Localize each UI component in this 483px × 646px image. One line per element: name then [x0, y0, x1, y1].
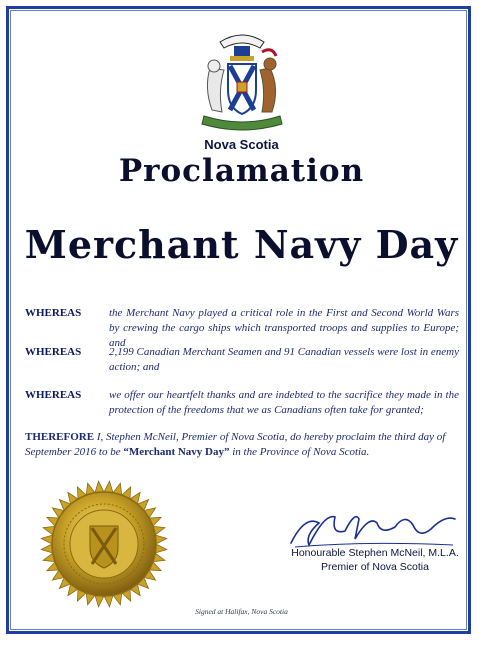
event-name-highlight: “Merchant Navy Day”	[123, 446, 230, 458]
clause-label: WHEREAS	[25, 389, 82, 401]
clause-text: we offer our heartfelt thanks and are indebted to the sacrifice they made in the protection of the freedoms that we as Canadians often take for granted;	[109, 389, 459, 416]
gold-seal-icon	[40, 480, 168, 608]
coat-of-arms-icon	[190, 28, 294, 136]
clause-text: the Merchant Navy played a critical role in the First and Second World Wars by crewing the cargo ships which transported troops and supplies to Europe; and	[109, 307, 459, 349]
clause-label: WHEREAS	[25, 346, 82, 358]
therefore-text: I, Stephen McNeil, Premier of Nova Scotia, do hereby proclaim the third day of September 2016 to be	[25, 431, 446, 458]
therefore-text-end: in the Province of Nova Scotia.	[229, 446, 370, 458]
therefore-label: THEREFORE	[25, 431, 95, 443]
clause-text: 2,199 Canadian Merchant Seamen and 91 Canadian vessels were lost in enemy action; and	[109, 346, 459, 373]
document-type-title: Proclamation	[118, 153, 365, 189]
province-name: Nova Scotia	[204, 137, 279, 152]
signed-location: Signed at Halifax, Nova Scotia	[195, 607, 288, 616]
handwritten-signature-icon	[285, 505, 460, 550]
signer-title: Premier of Nova Scotia	[321, 561, 429, 573]
signer-name: Honourable Stephen McNeil, M.L.A.	[291, 547, 459, 559]
event-title: Merchant Navy Day	[24, 222, 459, 267]
clause-label: WHEREAS	[25, 307, 82, 319]
signature-block	[290, 546, 460, 574]
therefore-clause	[25, 430, 457, 460]
